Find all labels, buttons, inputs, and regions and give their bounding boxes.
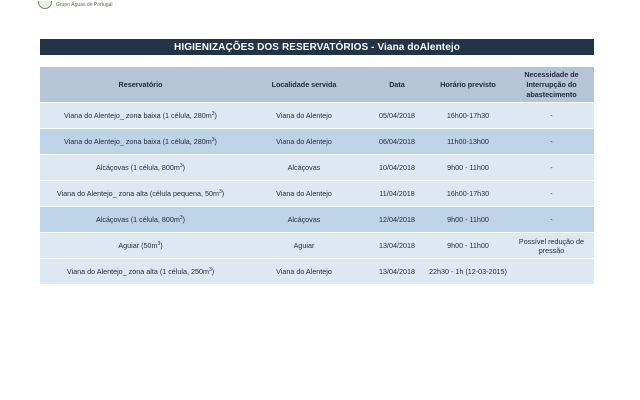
cell-horario: 9h00 - 11h00 — [427, 233, 509, 259]
reservoir-schedule-table — [40, 67, 594, 285]
table-row — [40, 259, 594, 285]
cell-localidade: Viana do Alentejo — [241, 103, 367, 129]
cell-interrupcao: - — [509, 181, 594, 207]
cell-interrupcao — [509, 259, 594, 285]
table-row — [40, 129, 594, 155]
cell-localidade: Aguiar — [241, 233, 367, 259]
cell-horario: 9h00 - 11h00 — [427, 155, 509, 181]
cell-data: 13/04/2018 — [367, 259, 427, 285]
cell-data: 12/04/2018 — [367, 207, 427, 233]
cell-horario: 16h00-17h30 — [427, 103, 509, 129]
cell-data: 11/04/2018 — [367, 181, 427, 207]
cell-localidade: Alcáçovas — [241, 207, 367, 233]
page-title: HIGIENIZAÇÕES DOS RESERVATÓRIOS - Viana doAlentejo — [40, 39, 594, 55]
cell-reservatorio: Viana do Alentejo_ zona baixa (1 célula, $280m^3$) — [40, 129, 241, 155]
cell-interrupcao: - — [509, 103, 594, 129]
cell-reservatorio: Viana do Alentejo_ zona alta (célula pequena, $50m^3$) — [40, 181, 241, 207]
cell-horario: 9h00 - 11h00 — [427, 207, 509, 233]
header-localidade: Localidade servida — [241, 67, 367, 103]
cell-reservatorio: Aguiar $(50m^3)$ — [40, 233, 241, 259]
cell-data: 10/04/2018 — [367, 155, 427, 181]
header-data: Data — [367, 67, 427, 103]
table-row — [40, 207, 594, 233]
cell-reservatorio: Viana do Alentejo_ zona baixa (1 célula, $280m^3$) — [40, 103, 241, 129]
header-horario: Horário previsto — [427, 67, 509, 103]
cell-localidade: Viana do Alentejo — [241, 259, 367, 285]
cell-interrupcao: - — [509, 155, 594, 181]
table-header-row — [40, 67, 594, 103]
cell-data: 05/04/2018 — [367, 103, 427, 129]
cell-interrupcao: - — [509, 129, 594, 155]
table-row — [40, 103, 594, 129]
cell-horario: 11h00-13h00 — [427, 129, 509, 155]
cell-localidade: Alcáçovas — [241, 155, 367, 181]
cell-data: 13/04/2018 — [367, 233, 427, 259]
header-reservatorio: Reservatório — [40, 67, 241, 103]
cell-reservatorio: Viana do Alentejo_ zona alta (1 célula, $250m^3$) — [40, 259, 241, 285]
cell-interrupcao: - — [509, 207, 594, 233]
cell-horario: 16h00-17h30 — [427, 181, 509, 207]
cell-reservatorio: Alcáçovas (1 célula, $800m^3$) — [40, 155, 241, 181]
logo-text: Grupo Águas de Portugal — [56, 1, 113, 8]
company-logo — [38, 0, 112, 10]
water-drop-logo-icon — [38, 1, 52, 9]
cell-reservatorio: Alcáçovas (1 célula, $800m^3$) — [40, 207, 241, 233]
cell-horario: 22h30 - 1h (12-03-2015) — [427, 259, 509, 285]
cell-interrupcao: Possível redução de pressão — [509, 233, 594, 259]
cell-localidade: Viana do Alentejo — [241, 129, 367, 155]
cell-localidade: Viana do Alentejo — [241, 181, 367, 207]
table-row — [40, 181, 594, 207]
cell-data: 06/04/2018 — [367, 129, 427, 155]
table-row — [40, 233, 594, 259]
table-row — [40, 155, 594, 181]
header-interrupcao: Necessidade de Interrupção do abastecimento — [509, 67, 594, 103]
